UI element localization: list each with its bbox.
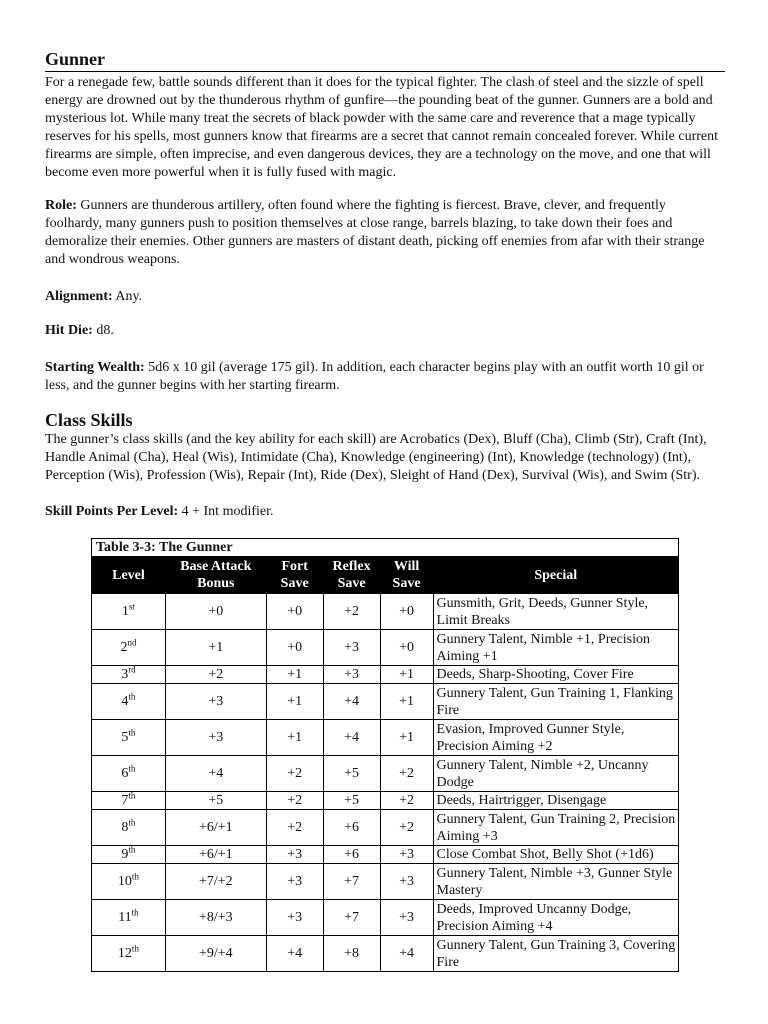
level-ordinal-suffix: th [131, 871, 139, 882]
cell-will-save: +0 [380, 594, 433, 630]
cell-fort-save: +0 [266, 630, 323, 666]
cell-level [92, 810, 166, 846]
cell-will-save: +2 [380, 810, 433, 846]
intro-paragraph: For a renegade few, battle sounds different than it does for the typical fighter. The clash of steel and the sizzle of spell energy are drowned out by the thunderous rhythm of gunfire—the pounding beat of the gunner. Gunners are a bold and mysterious lot. While many treat the secrets of black powder with the same care and reverence that a mage typically reserves for his spells, most gunners know that firearms are a secret that cannot remain concealed forever. While current firearms are simple, often imprecise, and even dangerous devices, they are a technology on the move, and one that will become even more powerful when it is fully fused with magic. [45, 75, 719, 180]
header-base-attack-bonus: Base Attack Bonus [165, 557, 266, 594]
cell-special: Close Combat Shot, Belly Shot (+1d6) [433, 846, 678, 864]
cell-base-attack-bonus: +7/+2 [165, 864, 266, 900]
cell-special: Gunnery Talent, Nimble +3, Gunner Style Mastery [433, 864, 678, 900]
level-number: 12 [117, 946, 132, 961]
role-paragraph [45, 197, 725, 269]
table-caption: Table 3-3: The Gunner [92, 539, 679, 557]
cell-will-save: +3 [380, 900, 433, 936]
level-number: 6 [121, 766, 129, 781]
level-ordinal-suffix: st [128, 601, 135, 612]
cell-base-attack-bonus: +6/+1 [165, 810, 266, 846]
cell-level [92, 900, 166, 936]
cell-base-attack-bonus: +9/+4 [165, 936, 266, 972]
cell-reflex-save: +3 [323, 666, 380, 684]
cell-reflex-save: +5 [323, 756, 380, 792]
cell-base-attack-bonus: +3 [165, 720, 266, 756]
cell-level [92, 630, 166, 666]
cell-level [92, 720, 166, 756]
level-ordinal-suffix: th [128, 763, 136, 774]
cell-reflex-save: +7 [323, 900, 380, 936]
section-title-gunner: Gunner [45, 48, 725, 72]
gunner-table [91, 538, 679, 972]
cell-special: Gunnery Talent, Gun Training 1, Flanking Fire [433, 684, 678, 720]
level-number: 11 [118, 910, 132, 925]
cell-fort-save: +3 [266, 846, 323, 864]
cell-reflex-save: +3 [323, 630, 380, 666]
cell-reflex-save: +7 [323, 864, 380, 900]
alignment-text: Any. [112, 289, 143, 304]
skill-points-label: Skill Points Per Level: [45, 504, 179, 519]
table-row [92, 900, 679, 936]
table-caption-row [92, 539, 679, 557]
cell-base-attack-bonus: +2 [165, 666, 266, 684]
cell-will-save: +3 [380, 864, 433, 900]
level-ordinal-suffix: th [128, 817, 136, 828]
level-ordinal-suffix: nd [127, 637, 137, 648]
header-will-save: Will Save [380, 557, 433, 594]
table-row [92, 846, 679, 864]
class-skills-paragraph: The gunner’s class skills (and the key ability for each skill) are Acrobatics (Dex), Bluff (Cha), Climb (Str), Craft (Int), Handle Animal (Cha), Heal (Wis), Intimidate (Cha), Knowledge (engineering) (Int), Knowledge (technology) (Int), Perception (Wis), Profession (Wis), Repair (Int), Ride (Dex), Sleight of Hand (Dex), Survival (Wis), and Swim (Str). [45, 432, 707, 483]
cell-base-attack-bonus: +1 [165, 630, 266, 666]
cell-base-attack-bonus: +4 [165, 756, 266, 792]
cell-will-save: +1 [380, 684, 433, 720]
level-ordinal-suffix: th [131, 907, 139, 918]
cell-special: Deeds, Sharp-Shooting, Cover Fire [433, 666, 678, 684]
alignment-label: Alignment: [45, 289, 113, 304]
table-row [92, 864, 679, 900]
level-number: 10 [117, 874, 132, 889]
table-row [92, 666, 679, 684]
level-ordinal-suffix: th [128, 790, 136, 801]
starting-wealth-label: Starting Wealth: [45, 360, 145, 375]
cell-level [92, 756, 166, 792]
cell-will-save: +4 [380, 936, 433, 972]
cell-level [92, 684, 166, 720]
cell-level [92, 846, 166, 864]
skill-points-paragraph [45, 503, 725, 521]
level-ordinal-suffix: th [128, 691, 136, 702]
level-ordinal-suffix: rd [128, 664, 136, 675]
cell-fort-save: +1 [266, 666, 323, 684]
cell-base-attack-bonus: +6/+1 [165, 846, 266, 864]
role-label: Role: [45, 198, 77, 213]
cell-reflex-save: +8 [323, 936, 380, 972]
cell-level [92, 666, 166, 684]
cell-will-save: +2 [380, 756, 433, 792]
skill-points-text: 4 + Int modifier. [178, 504, 274, 519]
cell-level [92, 594, 166, 630]
cell-reflex-save: +2 [323, 594, 380, 630]
level-number: 4 [121, 694, 129, 709]
level-ordinal-suffix: th [128, 844, 136, 855]
cell-special: Evasion, Improved Gunner Style, Precision Aiming +2 [433, 720, 678, 756]
role-text: Gunners are thunderous artillery, often found where the fighting is fiercest. Brave, clever, and frequently foolhardy, many gunners push to position themselves at close range, barrels blazing, to take down their foes and demoralize their enemies. Other gunners are masters of distant death, picking off enemies from afar with their strange and wondrous weapons. [45, 198, 705, 267]
cell-base-attack-bonus: +0 [165, 594, 266, 630]
section-title-class-skills: Class Skills [45, 410, 133, 430]
cell-will-save: +3 [380, 846, 433, 864]
cell-base-attack-bonus: +5 [165, 792, 266, 810]
table-header-row [92, 557, 679, 594]
level-ordinal-suffix: th [131, 943, 139, 954]
cell-fort-save: +2 [266, 792, 323, 810]
cell-fort-save: +4 [266, 936, 323, 972]
cell-special: Deeds, Improved Uncanny Dodge, Precision Aiming +4 [433, 900, 678, 936]
cell-special: Deeds, Hairtrigger, Disengage [433, 792, 678, 810]
cell-base-attack-bonus: +3 [165, 684, 266, 720]
table-row [92, 756, 679, 792]
cell-special: Gunnery Talent, Gun Training 2, Precision Aiming +3 [433, 810, 678, 846]
starting-wealth-paragraph [45, 359, 725, 395]
header-reflex-save: Reflex Save [323, 557, 380, 594]
table-row [92, 594, 679, 630]
cell-reflex-save: +4 [323, 720, 380, 756]
cell-reflex-save: +4 [323, 684, 380, 720]
level-number: 5 [121, 730, 129, 745]
cell-fort-save: +1 [266, 684, 323, 720]
cell-reflex-save: +6 [323, 810, 380, 846]
header-special: Special [433, 557, 678, 594]
table-row [92, 630, 679, 666]
table-row [92, 810, 679, 846]
level-number: 7 [121, 793, 129, 808]
cell-fort-save: +3 [266, 900, 323, 936]
table-row [92, 792, 679, 810]
cell-special: Gunsmith, Grit, Deeds, Gunner Style, Limit Breaks [433, 594, 678, 630]
cell-will-save: +0 [380, 630, 433, 666]
cell-special: Gunnery Talent, Nimble +1, Precision Aiming +1 [433, 630, 678, 666]
cell-special: Gunnery Talent, Nimble +2, Uncanny Dodge [433, 756, 678, 792]
level-number: 8 [121, 820, 129, 835]
hit-die-label: Hit Die: [45, 323, 93, 338]
cell-fort-save: +3 [266, 864, 323, 900]
cell-reflex-save: +5 [323, 792, 380, 810]
cell-will-save: +1 [380, 666, 433, 684]
cell-special: Gunnery Talent, Gun Training 3, Covering Fire [433, 936, 678, 972]
cell-base-attack-bonus: +8/+3 [165, 900, 266, 936]
hit-die-paragraph [45, 322, 725, 340]
header-level: Level [92, 557, 166, 594]
level-ordinal-suffix: th [128, 727, 136, 738]
table-row [92, 936, 679, 972]
cell-fort-save: +2 [266, 756, 323, 792]
cell-reflex-save: +6 [323, 846, 380, 864]
cell-fort-save: +1 [266, 720, 323, 756]
level-number: 9 [121, 847, 129, 862]
level-number: 2 [120, 640, 128, 655]
starting-wealth-text: 5d6 x 10 gil (average 175 gil). In addition, each character begins play with an outfit worth 10 gil or less, and the gunner begins with her starting firearm. [45, 360, 704, 393]
hit-die-text: d8. [92, 323, 114, 338]
cell-will-save: +1 [380, 720, 433, 756]
alignment-paragraph [45, 288, 725, 306]
cell-will-save: +2 [380, 792, 433, 810]
cell-level [92, 936, 166, 972]
table-row [92, 720, 679, 756]
header-fort-save: Fort Save [266, 557, 323, 594]
cell-level [92, 864, 166, 900]
cell-level [92, 792, 166, 810]
cell-fort-save: +2 [266, 810, 323, 846]
table-row [92, 684, 679, 720]
cell-fort-save: +0 [266, 594, 323, 630]
level-number: 3 [121, 667, 129, 682]
level-number: 1 [121, 604, 129, 619]
